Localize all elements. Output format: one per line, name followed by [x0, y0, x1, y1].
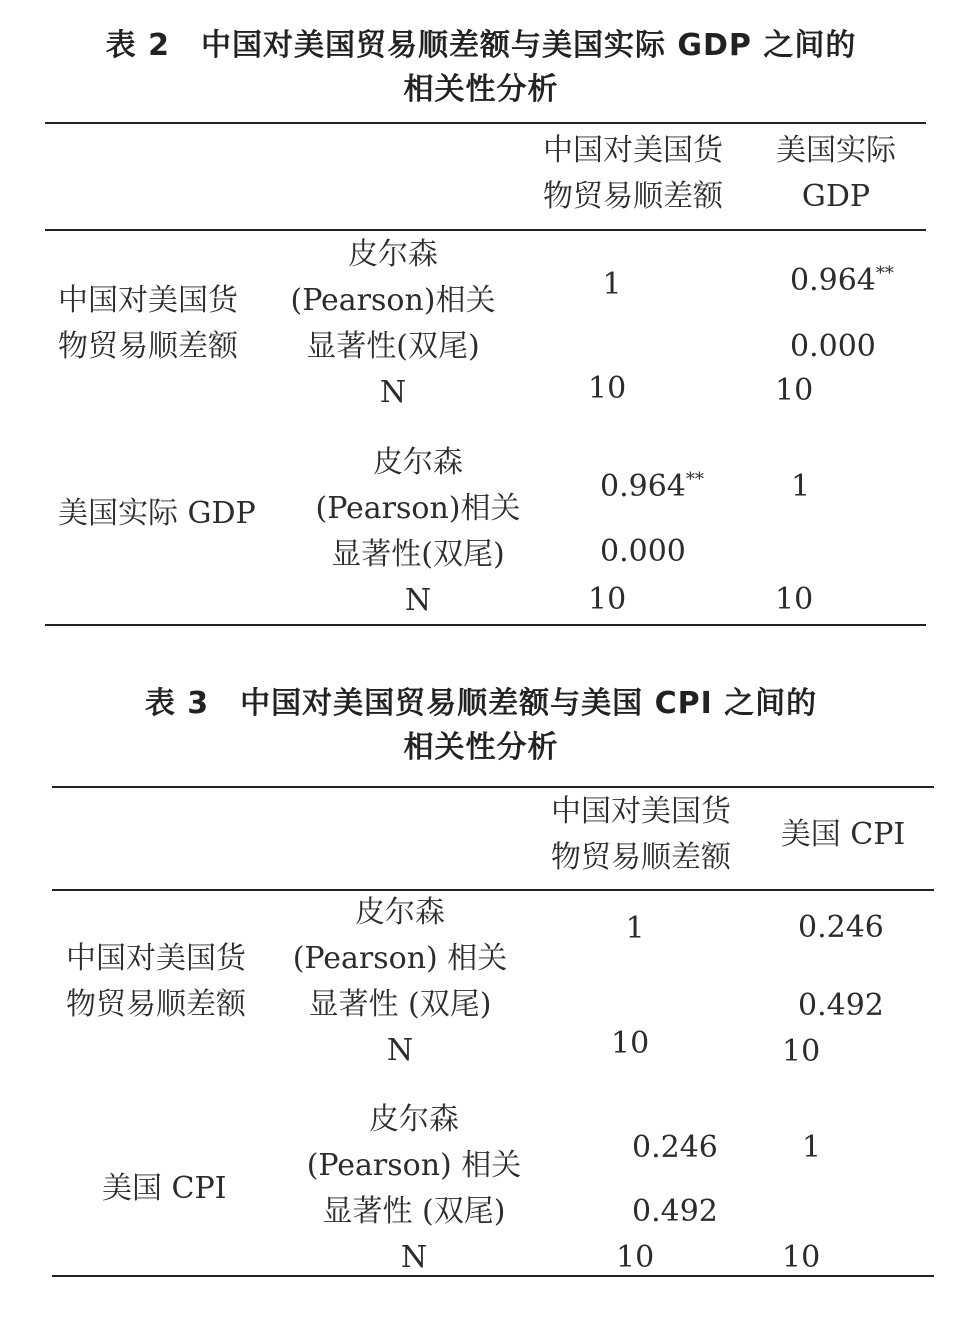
- table2-row1-stat-sig: 显著性(双尾): [306, 329, 480, 364]
- table3-row1-label-line2: 物贸易顺差额: [66, 987, 246, 1022]
- table3-top-rule: [52, 786, 934, 788]
- table2-row1-stat-n: N: [379, 375, 407, 410]
- table2-row2-pearson-c2: 1: [791, 469, 811, 504]
- table3-row2-sig-c1: 0.492: [632, 1194, 718, 1229]
- table3-header-col1-line2: 物贸易顺差额: [551, 840, 731, 875]
- table3-row1-stat-pearson-line1: 皮尔森: [355, 895, 445, 930]
- table2-row1-n-c2: 10: [775, 373, 814, 408]
- table2-row1-pearson-c2-value: 0.964: [790, 263, 876, 298]
- table3-caption-line1: 表 3 中国对美国贸易顺差额与美国 CPI 之间的: [144, 686, 818, 721]
- table3-row2-stat-n: N: [400, 1240, 428, 1275]
- table3-row1-n-c1: 10: [611, 1026, 650, 1061]
- table3-row1-label-line1: 中国对美国货: [66, 941, 246, 976]
- table2-row2-stat-pearson-line1: 皮尔森: [373, 445, 463, 480]
- table2-row1-sig-c2: 0.000: [790, 329, 876, 364]
- table2-row2-n-c2: 10: [775, 582, 814, 617]
- table3-row1-pearson-c2: 0.246: [798, 910, 884, 945]
- table2-row2-stat-pearson-line2: (Pearson)相关: [315, 491, 521, 526]
- table2-row1-pearson-c2-mark: **: [875, 263, 894, 284]
- table2-row1-stat-pearson-line1: 皮尔森: [348, 237, 438, 272]
- table3-bottom-rule: [52, 1275, 934, 1277]
- table2-row2-stat-sig: 显著性(双尾): [331, 537, 505, 572]
- table2-row1-label-line2: 物贸易顺差额: [58, 329, 238, 364]
- table3-header-col1-line1: 中国对美国货: [551, 794, 731, 829]
- table3-row1-sig-c2: 0.492: [798, 988, 884, 1023]
- table3-row1-stat-n: N: [386, 1033, 414, 1068]
- table3-row2-stat-pearson-line2: (Pearson) 相关: [306, 1148, 522, 1183]
- table3-header-col2: 美国 CPI: [780, 817, 906, 852]
- table3-row2-stat-pearson-line1: 皮尔森: [369, 1102, 459, 1137]
- table2-header-col1-line2: 物贸易顺差额: [543, 179, 723, 214]
- table2-row1-pearson-c2: [790, 258, 894, 304]
- table2-row2-pearson-c1-value: 0.964: [600, 469, 686, 504]
- table2-caption-line1: 表 2 中国对美国贸易顺差额与美国实际 GDP 之间的: [105, 28, 857, 63]
- table2-top-rule: [45, 122, 926, 124]
- table2-row2-stat-n: N: [404, 583, 432, 618]
- table2-row2-pearson-c1: [600, 464, 704, 510]
- table2-row1-pearson-c1: 1: [602, 267, 622, 302]
- table3-row2-n-c1: 10: [616, 1240, 655, 1275]
- table3-row2-stat-sig: 显著性 (双尾): [322, 1194, 506, 1229]
- table3-row2-pearson-c1: 0.246: [632, 1130, 718, 1165]
- table3-row1-n-c2: 10: [782, 1034, 821, 1069]
- table2-row2-label: 美国实际 GDP: [58, 496, 256, 531]
- table2-header-col2-line1: 美国实际: [776, 133, 896, 168]
- table2-caption-line2: 相关性分析: [403, 72, 559, 107]
- table3-row1-stat-pearson-line2: (Pearson) 相关: [292, 941, 508, 976]
- table3-row2-pearson-c2: 1: [802, 1130, 822, 1165]
- table3-row1-pearson-c1: 1: [625, 911, 645, 946]
- table3-row2-n-c2: 10: [782, 1240, 821, 1275]
- table2-row2-sig-c1: 0.000: [600, 534, 686, 569]
- table2-header-col2-line2: GDP: [801, 179, 871, 214]
- table3-row2-label: 美国 CPI: [102, 1171, 227, 1206]
- table2-row1-stat-pearson-line2: (Pearson)相关: [290, 283, 496, 318]
- table2-row2-n-c1: 10: [588, 582, 627, 617]
- table2-bottom-rule: [45, 624, 926, 626]
- table2-header-col1-line1: 中国对美国货: [543, 133, 723, 168]
- table2-row1-label-line1: 中国对美国货: [58, 283, 238, 318]
- table3-row1-stat-sig: 显著性 (双尾): [308, 987, 492, 1022]
- table2-row2-pearson-c1-mark: **: [685, 469, 704, 490]
- table2-row1-n-c1: 10: [588, 371, 627, 406]
- table2-header-rule: [45, 229, 926, 231]
- table3-caption-line2: 相关性分析: [403, 730, 559, 765]
